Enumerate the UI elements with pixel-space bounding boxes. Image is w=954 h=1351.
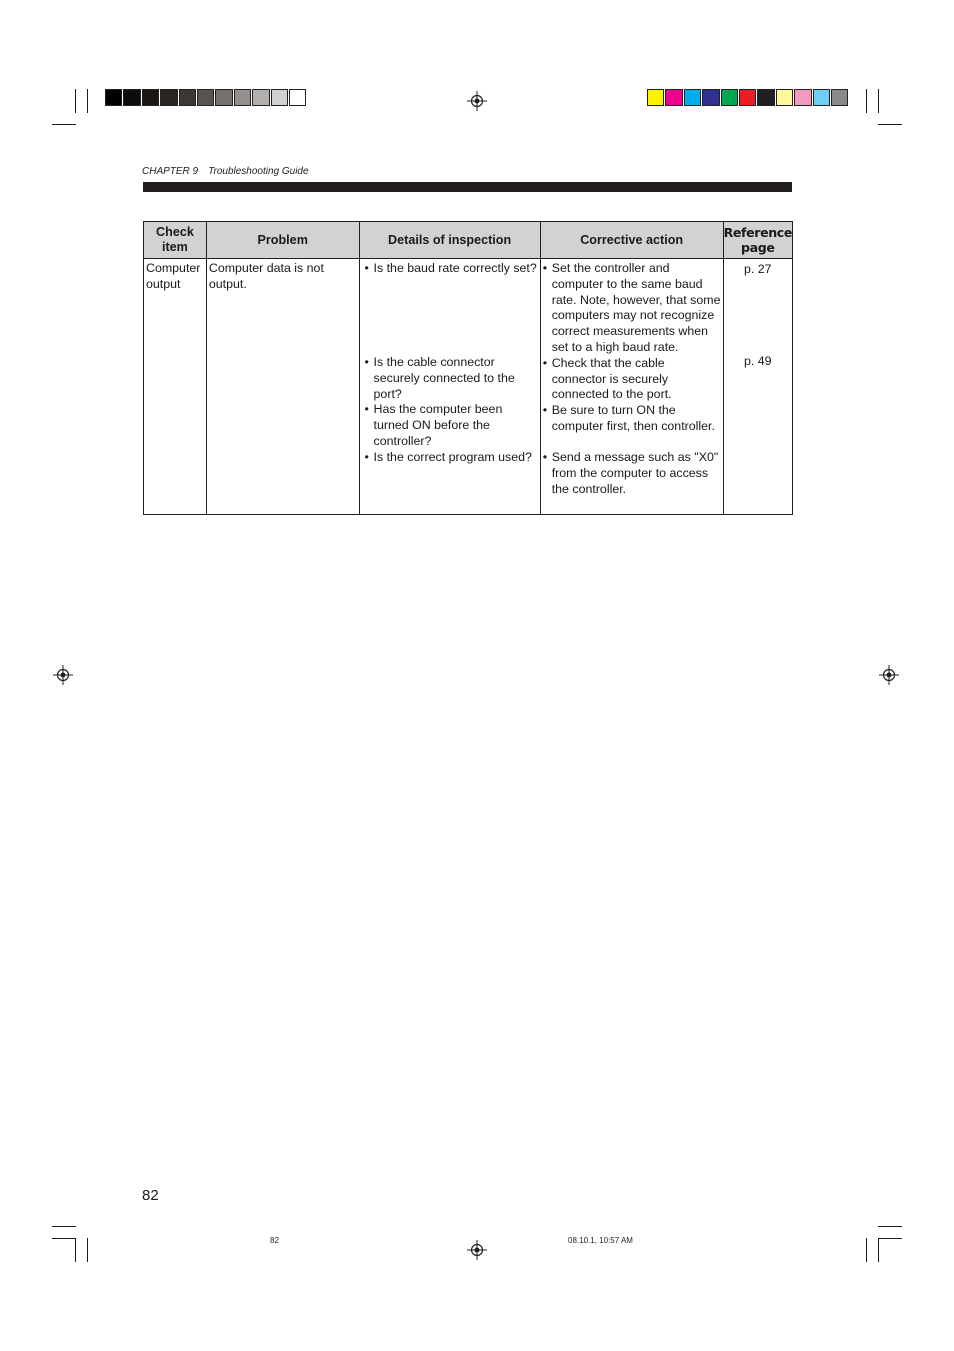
running-header	[142, 166, 309, 177]
table-row	[144, 259, 793, 515]
process-color-bar	[647, 89, 849, 106]
color-swatch	[105, 89, 122, 106]
color-swatch	[215, 89, 232, 106]
column-header-details: Details of inspection	[359, 222, 540, 259]
action-list	[543, 261, 721, 498]
crop-mark	[52, 124, 76, 125]
chapter-label: CHAPTER 9	[142, 166, 199, 177]
list-item: • Is the baud rate correctly set?	[365, 261, 538, 355]
crop-mark	[878, 89, 879, 113]
color-swatch	[179, 89, 196, 106]
color-swatch	[647, 89, 664, 106]
color-swatch	[831, 89, 848, 106]
crop-mark	[878, 1238, 902, 1239]
crop-mark	[878, 1238, 879, 1262]
color-swatch	[739, 89, 756, 106]
list-item: • Check that the cable connector is securely connected to the port.	[543, 356, 721, 403]
crop-mark	[878, 1226, 902, 1227]
color-swatch	[142, 89, 159, 106]
crop-mark	[52, 1226, 76, 1227]
registration-target-icon	[467, 1240, 487, 1260]
crop-mark	[866, 1238, 867, 1262]
color-swatch	[684, 89, 701, 106]
column-header-check-item: Check item	[144, 222, 207, 259]
color-swatch	[289, 89, 306, 106]
troubleshooting-table	[143, 221, 793, 515]
list-item: • Set the controller and computer to the same baud rate. Note, however, that some computers may not recognize correct measurements when set to a high baud rate.	[543, 261, 721, 356]
reference-cell	[723, 259, 792, 515]
color-swatch	[757, 89, 774, 106]
color-swatch	[776, 89, 793, 106]
color-swatch	[123, 89, 140, 106]
details-cell	[359, 259, 540, 515]
crop-mark	[87, 1238, 88, 1262]
list-item: • Send a message such as "X0" from the computer to access the controller.	[543, 450, 721, 497]
list-item: • Is the cable connector securely connected to the port?	[365, 355, 538, 402]
reference-page: p. 49	[744, 354, 772, 368]
column-header-action: Corrective action	[540, 222, 723, 259]
registration-target-icon	[879, 665, 899, 685]
header-rule	[143, 182, 792, 192]
color-swatch	[665, 89, 682, 106]
color-swatch	[160, 89, 177, 106]
color-swatch	[271, 89, 288, 106]
footer-timestamp: 08.10.1, 10:57 AM	[568, 1236, 633, 1245]
page-number: 82	[142, 1187, 159, 1204]
color-swatch	[197, 89, 214, 106]
table-header-row	[144, 222, 793, 259]
color-swatch	[252, 89, 269, 106]
color-swatch	[794, 89, 811, 106]
list-item: • Be sure to turn ON the computer first, then controller.	[543, 403, 721, 450]
color-swatch	[702, 89, 719, 106]
check-item-cell: Computer output	[144, 259, 207, 515]
column-header-problem: Problem	[206, 222, 359, 259]
crop-mark	[75, 89, 76, 113]
details-list	[365, 261, 538, 466]
footer-file-page: 82	[270, 1236, 279, 1245]
color-swatch	[234, 89, 251, 106]
crop-mark	[866, 89, 867, 113]
registration-target-icon	[467, 91, 487, 111]
crop-mark	[87, 89, 88, 113]
column-header-reference: Reference page	[723, 222, 792, 259]
color-swatch	[721, 89, 738, 106]
corrective-action-cell	[540, 259, 723, 515]
color-swatch	[813, 89, 830, 106]
section-title: Troubleshooting Guide	[208, 166, 309, 177]
crop-mark	[75, 1238, 76, 1262]
problem-cell: Computer data is not output.	[206, 259, 359, 515]
crop-mark	[52, 1238, 76, 1239]
reference-page: p. 27	[744, 262, 772, 276]
registration-target-icon	[53, 665, 73, 685]
grayscale-color-bar	[105, 89, 307, 106]
list-item: • Is the correct program used?	[365, 450, 538, 466]
crop-mark	[878, 124, 902, 125]
list-item: • Has the computer been turned ON before the controller?	[365, 402, 538, 449]
